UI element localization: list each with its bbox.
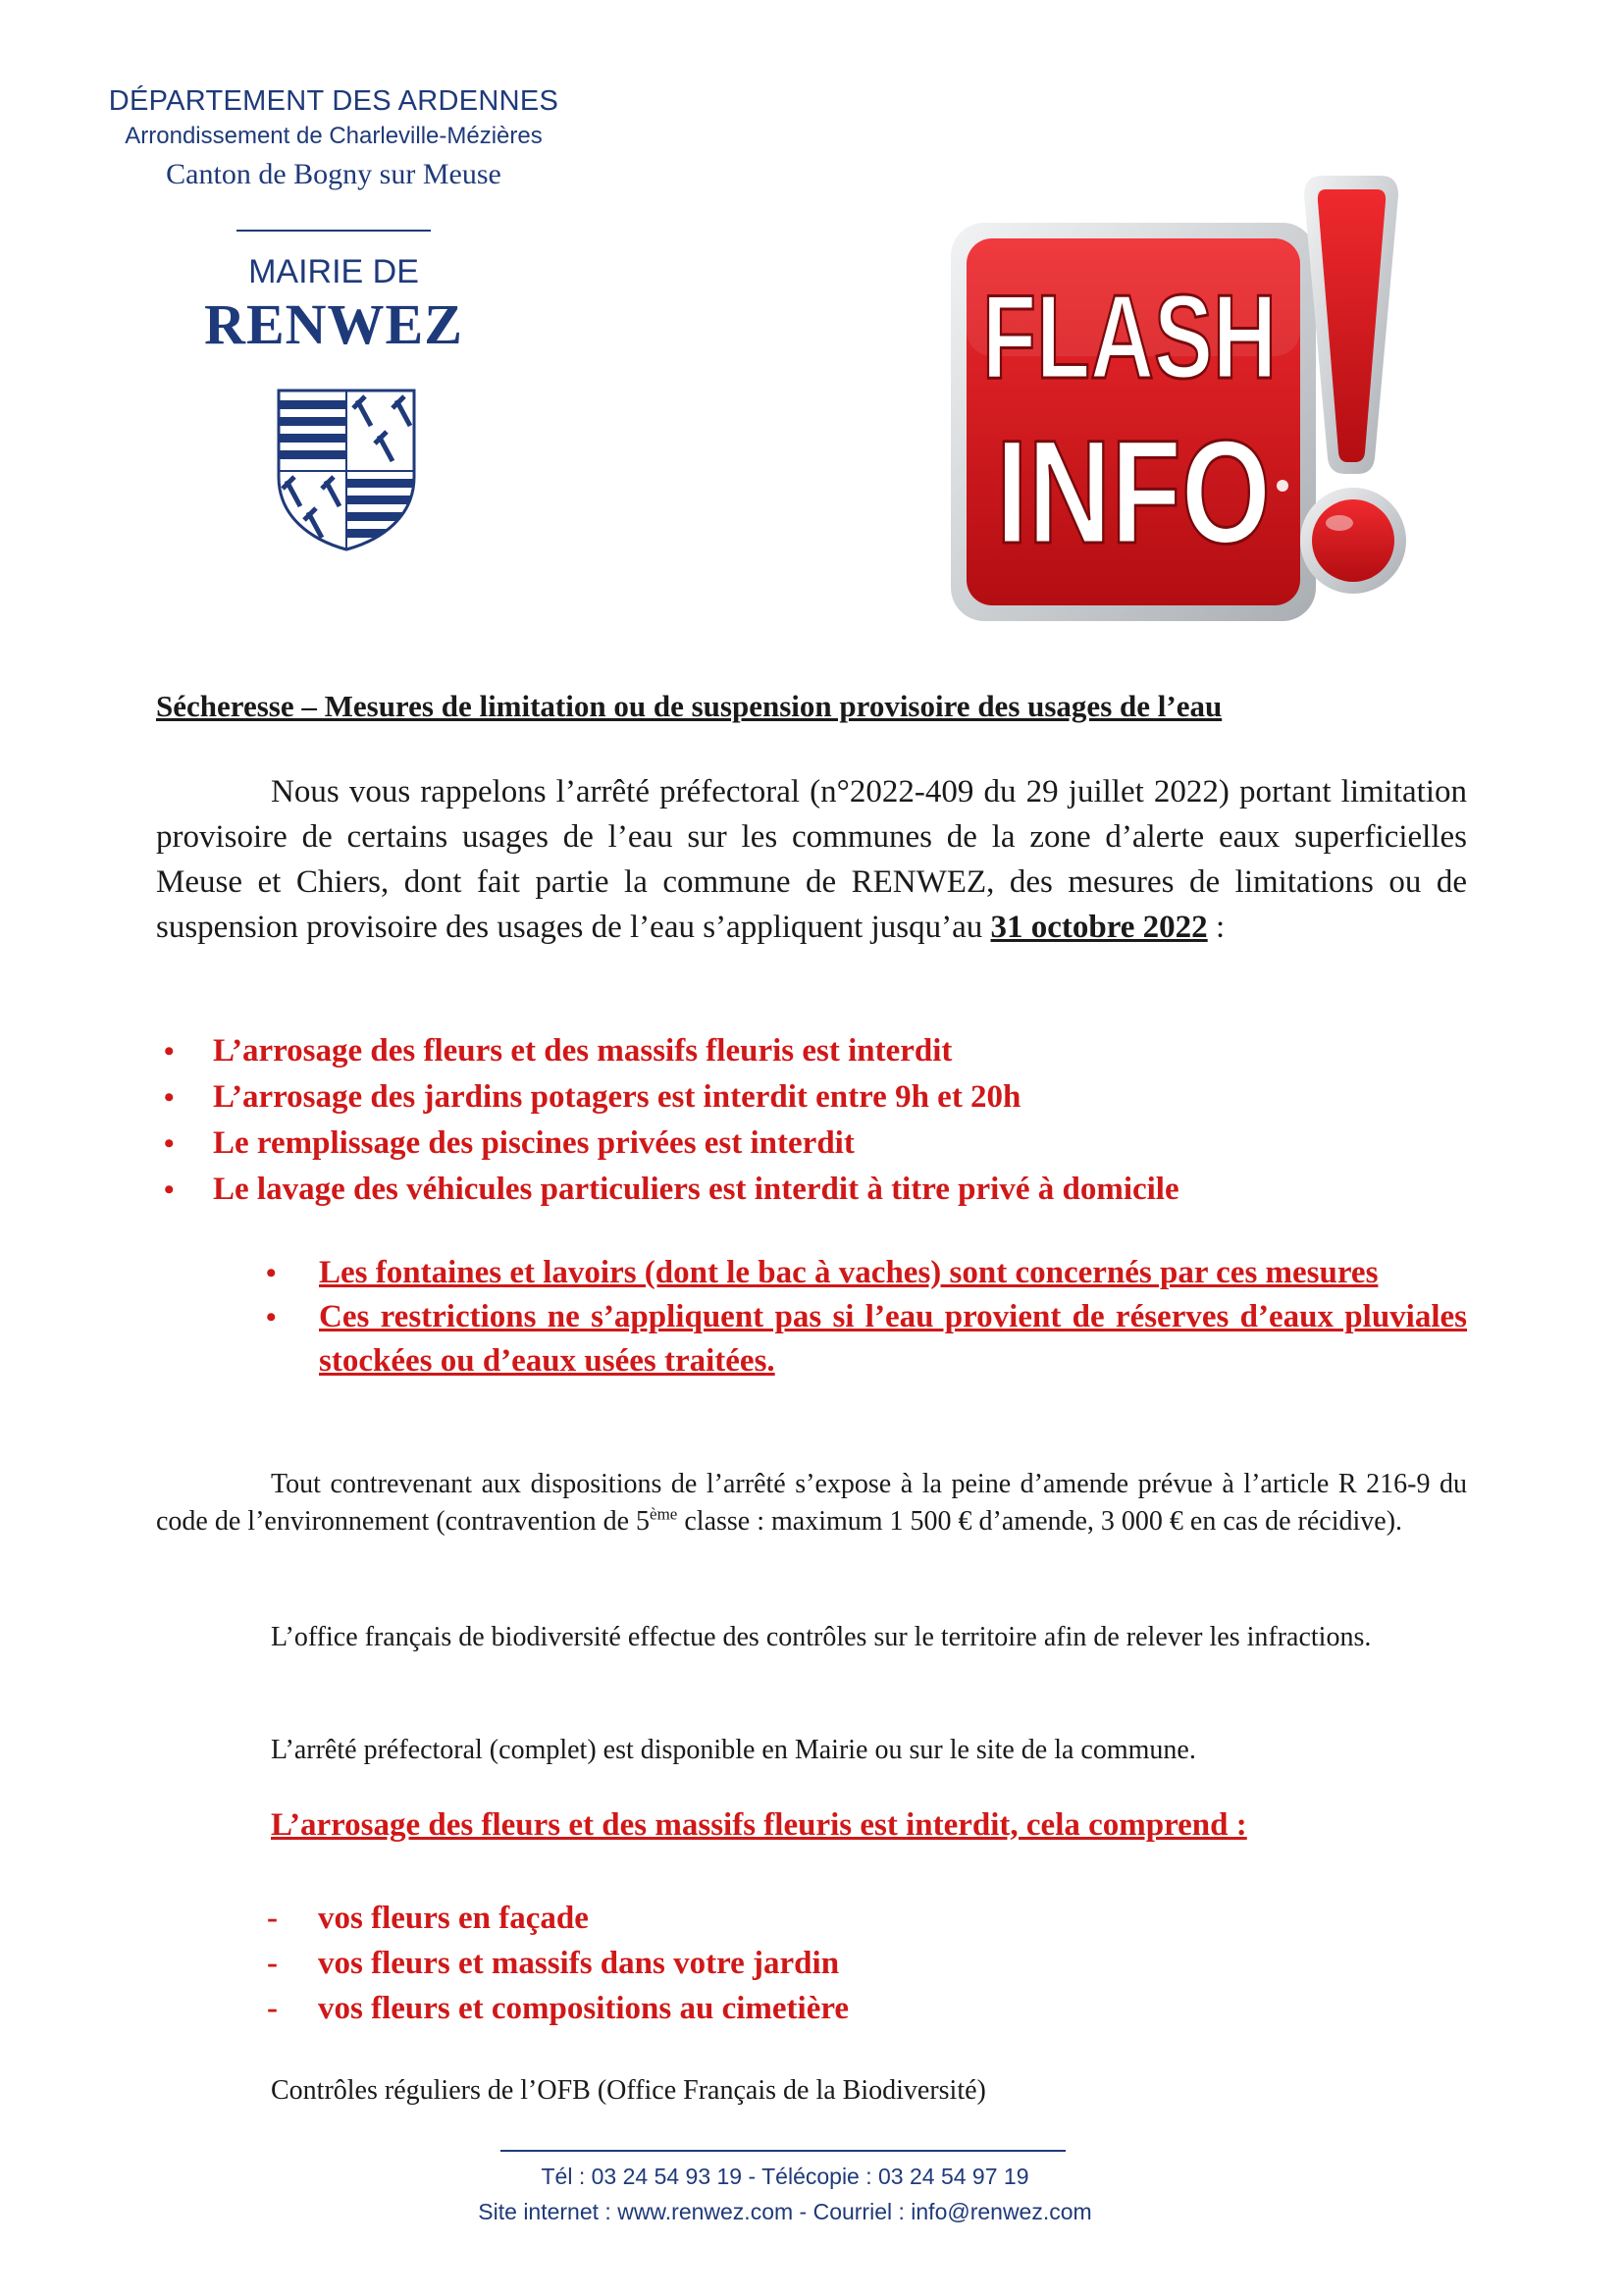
coat-of-arms-icon [275, 387, 418, 551]
mairie-label: MAIRIE DE [248, 253, 419, 290]
controls-note: Contrôles réguliers de l’OFB (Office Français de la Biodiversité) [271, 2075, 986, 2106]
department-name: DÉPARTEMENT DES ARDENNES [108, 85, 559, 117]
intro-text: Nous vous rappelons l’arrêté préfectoral (n°2022-409 du 29 juillet 2022) portant limitation provisoire de certains usages de l’eau sur les communes de la zone d’alerte eaux superficielles Meuse et Chiers, dont fait partie la commune de RENWEZ, des mesures de limitations ou de suspension provisoire des usages de l’eau s’appliquent jusqu’au [156, 774, 1467, 945]
web-email-line: Site internet : www.renwez.com - Courriel : info@renwez.com [478, 2199, 1092, 2224]
list-item: • L’arrosage des fleurs et des massifs fleuris est interdit [156, 1028, 1467, 1074]
letterhead [59, 82, 608, 357]
ordinal-suffix: ème [650, 1504, 678, 1524]
list-item: • Les fontaines et lavoirs (dont le bac à vaches) sont concernés par ces mesures [260, 1251, 1467, 1295]
footer-contact [294, 2159, 1276, 2229]
includes-list [265, 1896, 1442, 2031]
ofb-text: L’office français de biodiversité effectue des contrôles sur le territoire afin de relever les infractions. [271, 1622, 1372, 1652]
list-item: • L’arrosage des jardins potagers est interdit entre 9h et 20h [156, 1074, 1467, 1121]
ofb-paragraph [156, 1619, 1467, 1656]
sub-restriction-list [260, 1251, 1467, 1383]
intro-suffix: : [1207, 910, 1226, 945]
flower-heading: L’arrosage des fleurs et des massifs fleuris est interdit, cela comprend : [271, 1807, 1247, 1843]
list-item: - vos fleurs en façade [265, 1896, 1442, 1941]
list-item: - vos fleurs et compositions au cimetière [265, 1986, 1442, 2031]
restriction-list [156, 1028, 1467, 1213]
intro-paragraph [156, 769, 1467, 950]
flash-info-badge [937, 172, 1447, 643]
header-divider [236, 230, 431, 232]
canton-name: Canton de Bogny sur Meuse [166, 158, 501, 190]
notice-title: Sécheresse – Mesures de limitation ou de suspension provisoire des usages de l’eau [156, 689, 1223, 723]
list-item: • Le remplissage des piscines privées est interdit [156, 1121, 1467, 1167]
info-text: INFO [996, 409, 1271, 574]
penalty-paragraph [156, 1466, 1467, 1540]
phone-fax-line: Tél : 03 24 54 93 19 - Télécopie : 03 24 54 97 19 [541, 2164, 1029, 2189]
flash-text: FLASH [982, 270, 1277, 403]
list-item: • Ces restrictions ne s’appliquent pas si l’eau provient de réserves d’eaux pluviales stockées ou d’eaux usées traitées. [260, 1295, 1467, 1383]
availability-paragraph [156, 1732, 1467, 1769]
list-item: - vos fleurs et massifs dans votre jardin [265, 1941, 1442, 1986]
availability-text: L’arrêté préfectoral (complet) est disponible en Mairie ou sur le site de la commune. [271, 1735, 1196, 1765]
town-name: RENWEZ [204, 292, 463, 356]
penalty-text-start: Tout contrevenant aux dispositions de l’arrêté s’expose à la peine d’amende prévue à l’article R 216-9 du code de l’environnement (contravention de 5 [156, 1469, 1467, 1537]
list-item: • Le lavage des véhicules particuliers est interdit à titre privé à domicile [156, 1167, 1467, 1213]
end-date: 31 octobre 2022 [990, 910, 1208, 945]
penalty-text-end: classe : maximum 1 500 € d’amende, 3 000 € en cas de récidive). [677, 1506, 1403, 1537]
footer-divider [500, 2150, 1066, 2152]
arrondissement-name: Arrondissement de Charleville-Mézières [125, 123, 543, 149]
